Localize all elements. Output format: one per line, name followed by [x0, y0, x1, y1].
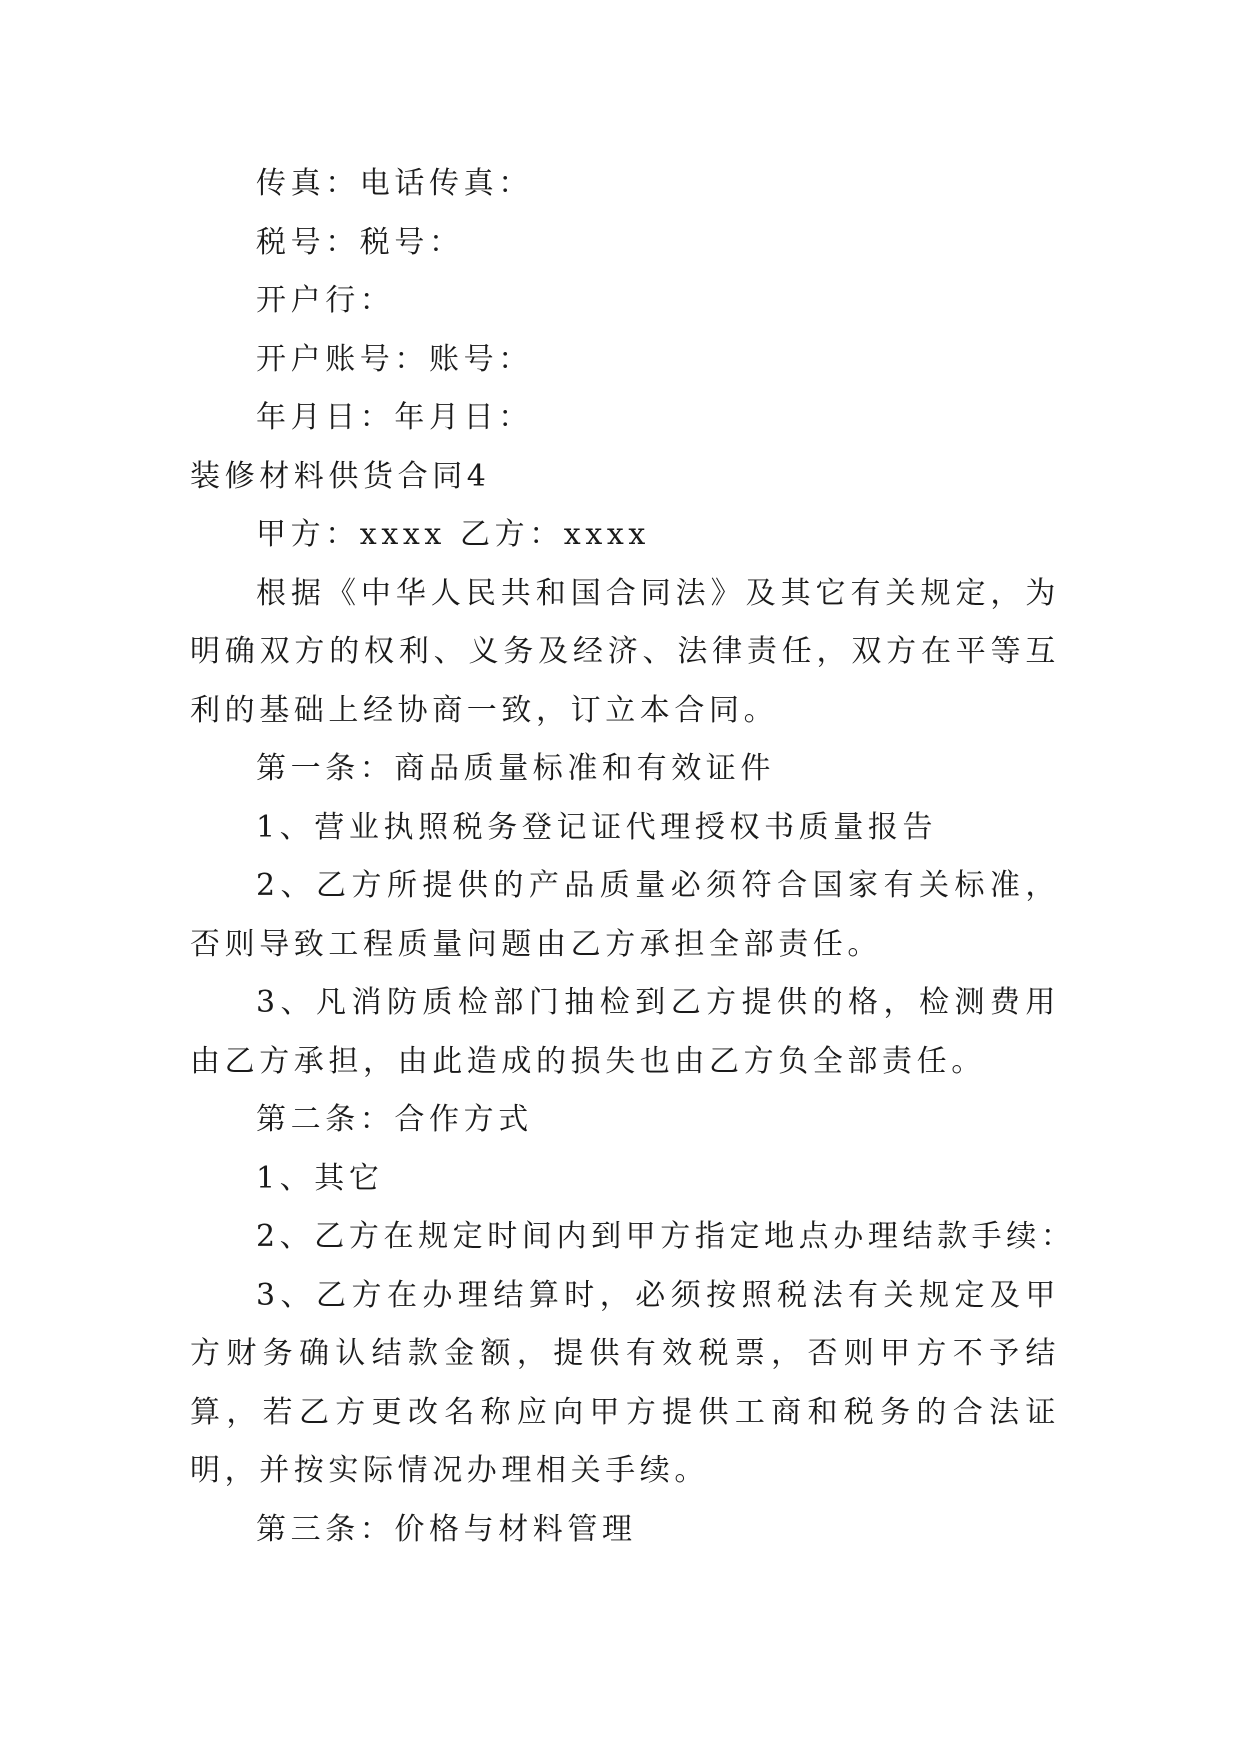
bank-line: 开户行： — [256, 283, 395, 318]
article-1-item-1: 1、营业执照税务登记证代理授权书质量报告 — [256, 809, 938, 845]
article-2-item-2: 2、乙方在规定时间内到甲方指定地点办理结款手续： — [256, 1219, 1076, 1254]
article-2-item-3: 3、乙方在办理结算时，必须按照税法有关规定及甲方财务确认结款金额，提供有效税票，否则甲方不予结算，若乙方更改名称应向甲方提供工商和税务的合法证明，并按实际情况办理相关手续。 — [190, 1277, 1060, 1488]
article-2-item-1: 1、其它 — [256, 1160, 384, 1196]
article-1-item-2: 2、乙方所提供的产品质量必须符合国家有关标准，否则导致工程质量问题由乙方承担全部责任。 — [190, 868, 1060, 962]
article-2-heading: 第二条：合作方式 — [256, 1102, 533, 1137]
intro-paragraph: 根据《中华人民共和国合同法》及其它有关规定，为明确双方的权利、义务及经济、法律责任，双方在平等互利的基础上经协商一致，订立本合同。 — [190, 575, 1060, 728]
document-body — [190, 155, 1076, 1559]
article-3-heading: 第三条：价格与材料管理 — [256, 1511, 637, 1547]
section-title: 装修材料供货合同4 — [190, 458, 491, 494]
article-1-heading: 第一条：商品质量标准和有效证件 — [256, 751, 775, 786]
article-1-item-3: 3、凡消防质检部门抽检到乙方提供的格，检测费用由乙方承担，由此造成的损失也由乙方负全部责任。 — [190, 985, 1060, 1079]
account-line: 开户账号：账号： — [256, 341, 533, 377]
tax-number-line: 税号：税号： — [256, 224, 464, 260]
parties-line: 甲方：xxxx 乙方：xxxx — [256, 517, 650, 552]
date-line: 年月日：年月日： — [256, 400, 533, 435]
fax-line: 传真：电话传真： — [256, 166, 533, 201]
